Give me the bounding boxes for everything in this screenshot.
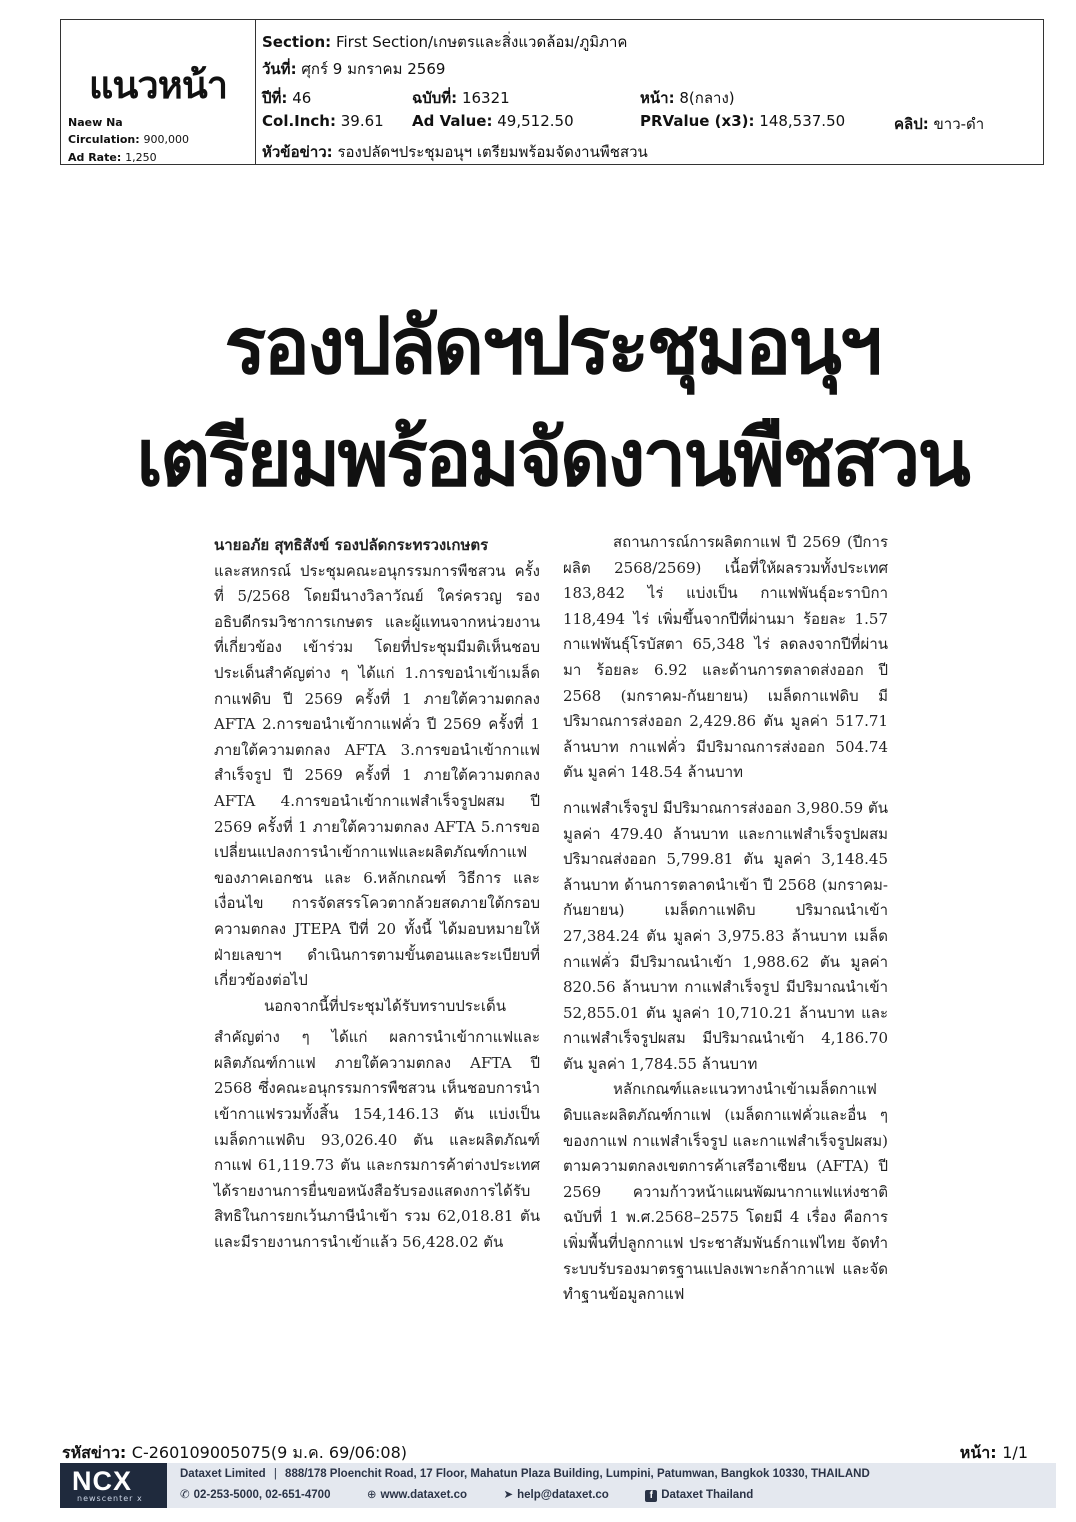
clip-label: คลิป: bbox=[894, 115, 929, 133]
ad-rate-value: 1,250 bbox=[125, 151, 157, 164]
facebook-contact[interactable] bbox=[645, 1489, 753, 1501]
article-paragraph: นอกจากนี้ที่ประชุมได้รับทราบประเด็น bbox=[264, 996, 506, 1015]
circulation-value: 900,000 bbox=[143, 133, 189, 146]
ad-rate-label: Ad Rate: bbox=[68, 151, 122, 164]
ad-value-value: 49,512.50 bbox=[497, 112, 574, 130]
page-count-value: 1/1 bbox=[1002, 1443, 1028, 1462]
date-label: วันที่: bbox=[262, 60, 297, 78]
headline-value: รองปลัดฯประชุมอนุฯ เตรียมพร้อมจัดงานพืชสวน bbox=[337, 143, 648, 161]
facebook-link[interactable]: Dataxet Thailand bbox=[661, 1489, 754, 1501]
section-label: Section: bbox=[262, 33, 332, 51]
email-link[interactable]: help@dataxet.co bbox=[517, 1489, 609, 1501]
date-value: ศุกร์ 9 มกราคม 2569 bbox=[301, 60, 446, 78]
article-paragraph: และสหกรณ์ ประชุมคณะอนุกรรมการพืชสวน ครั้งที่ 5/2568 โดยมีนางวิลาวัณย์ ใคร่ครวญ รองอธิบดีกรมวิชาการเกษตร และผู้แทนจากหน่วยงานที่เกี่ยวข้อง เข้าร่วม โดยที่ประชุมมีมติเห็นชอบประเด็นสำคัญต่าง ๆ ได้แก่ 1.การขอนำเข้าเมล็ดกาแฟดิบ ปี 2569 ครั้งที่ 1 ภายใต้ความตกลง AFTA 2.การขอนำเข้ากาแฟคั่ว ปี 2569 ครั้งที่ 1 ภายใต้ความตกลง AFTA 3.การขอนำเข้ากาแฟสำเร็จรูป ปี 2569 ครั้งที่ 1 ภายใต้ความตกลง AFTA 4.การขอนำเข้ากาแฟสำเร็จรูปผสม ปี 2569 ครั้งที่ 1 ภายใต้ความตกลง AFTA 5.การขอเปลี่ยนแปลงการนำเข้ากาแฟและผลิตภัณฑ์กาแฟของภาคเอกชน และ 6.หลักเกณฑ์ วิธีการ และเงื่อนไข การจัดสรรโควตากล้วยสดภายใต้กรอบความตกลง JTEPA ปีที่ 20 ทั้งนี้ ได้มอบหมายให้ฝ่ายเลขาฯ ดำเนินการตามขั้นตอนและระเบียบที่เกี่ยวข้องต่อไป bbox=[214, 561, 540, 990]
date-row bbox=[262, 57, 445, 81]
website-contact[interactable] bbox=[367, 1489, 470, 1501]
metadata-panel bbox=[262, 20, 1043, 164]
article-paragraph: สำคัญต่าง ๆ ได้แก่ ผลการนำเข้ากาแฟและผลิตภัณฑ์กาแฟ ภายใต้ความตกลง AFTA ปี 2568 ซึ่งคณะอนุกรรมการพืชสวน เห็นชอบการนำเข้ากาแฟรวมทั้งสิ้น 154,146.13 ตัน แบ่งเป็นเมล็ดกาแฟดิบ 93,026.40 ตัน และผลิตภัณฑ์กาแฟ 61,119.73 ตัน และกรมการค้าต่างประเทศได้รายงานการยื่นขอหนังสือรับรองแสดงการได้รับสิทธิในการยกเว้นภาษีนำเข้า รวม 62,018.81 ตัน และมีรายงานการนำเข้าแล้ว 56,428.02 ตัน bbox=[214, 1028, 540, 1252]
phone-contact bbox=[180, 1489, 334, 1501]
issue-label: ฉบับที่: bbox=[412, 89, 458, 107]
headline-row bbox=[262, 140, 648, 164]
year-label: ปีที่: bbox=[262, 89, 288, 107]
page-label: หน้า: bbox=[640, 89, 675, 107]
article-headline-line2: เตรียมพร้อมจัดงานพืชสวน bbox=[136, 414, 968, 504]
news-code-label: รหัสข่าว: bbox=[62, 1443, 127, 1462]
article-paragraph: สถานการณ์การผลิตกาแฟ ปี 2569 (ปีการผลิต 2568/2569) เนื้อที่ให้ผลรวมทั้งประเทศ 183,842 ไร่ แบ่งเป็น กาแฟพันธุ์อะราบิกา 118,494 ไร่ เพิ่มขึ้นจากปีที่ผ่านมา ร้อยละ 1.57 กาแฟพันธุ์โรบัสตา 65,348 ไร่ ลดลงจากปีที่ผ่านมา ร้อยละ 6.92 และด้านการตลาดส่งออก ปี 2568 (มกราคม-กันยายน) เมล็ดกาแฟดิบ มีปริมาณการส่งออก 2,429.86 ตัน มูลค่า 517.71 ล้านบาท กาแฟคั่ว มีปริมาณการส่งออก 504.74 ตัน มูลค่า 148.54 ล้านบาท bbox=[563, 533, 888, 782]
website-link[interactable]: www.dataxet.co bbox=[380, 1489, 468, 1501]
publication-panel bbox=[61, 20, 256, 164]
news-code-value: C-260109005075(9 ม.ค. 69/06:08) bbox=[131, 1443, 408, 1462]
phone-icon: ✆ bbox=[180, 1489, 190, 1501]
company-name: Dataxet Limited bbox=[180, 1468, 266, 1480]
footer-bar bbox=[60, 1463, 1056, 1508]
article-headline-line1: รองปลัดฯประชุมอนุฯ bbox=[224, 302, 880, 392]
article-column-left bbox=[214, 533, 540, 1256]
article-paragraph: กาแฟสำเร็จรูป มีปริมาณการส่งออก 3,980.59 ตัน มูลค่า 479.40 ล้านบาท และกาแฟสำเร็จรูปผสม ปริมาณส่งออก 5,799.81 ตัน มูลค่า 3,148.45 ล้านบาท ด้านการตลาดนำเข้า ปี 2568 (มกราคม-กันยายน) เมล็ดกาแฟดิบ ปริมาณนำเข้า 27,384.24 ตัน มูลค่า 3,975.83 ล้านบาท เมล็ดกาแฟคั่ว มีปริมาณนำเข้า 1,988.62 ตัน มูลค่า 820.56 ล้านบาท กาแฟสำเร็จรูป มีปริมาณนำเข้า 52,855.01 ตัน มูลค่า 10,710.21 ล้านบาท และกาแฟสำเร็จรูปผสม มีปริมาณนำเข้า 4,186.70 ตัน มูลค่า 1,784.55 ล้านบาท bbox=[563, 798, 888, 1073]
page-count-label: หน้า: bbox=[959, 1443, 997, 1462]
facebook-icon: f bbox=[645, 1490, 657, 1502]
section-value: First Section/เกษตรและสิ่งแวดล้อม/ภูมิภาค bbox=[335, 33, 628, 51]
ad-value-label: Ad Value: bbox=[412, 112, 493, 130]
clip bbox=[894, 112, 984, 136]
send-icon: ➤ bbox=[503, 1489, 514, 1501]
col-inch bbox=[262, 112, 384, 130]
headline-label: หัวข้อข่าว: bbox=[262, 143, 333, 161]
ncx-logo bbox=[60, 1463, 167, 1508]
contact-line bbox=[180, 1487, 753, 1502]
issue bbox=[412, 86, 510, 110]
page-number bbox=[640, 86, 735, 110]
article-paragraph: หลักเกณฑ์และแนวทางนำเข้าเมล็ดกาแฟดิบและผลิตภัณฑ์กาแฟ (เมล็ดกาแฟคั่วและอื่น ๆ ของกาแฟ กาแฟสำเร็จรูป และกาแฟสำเร็จรูปผสม) ตามความตกลงเขตการค้าเสรีอาเซียน (AFTA) ปี 2569 ความก้าวหน้าแผนพัฒนากาแฟแห่งชาติ ฉบับที่ 1 พ.ศ.2568–2575 โดยมี 4 เรื่อง คือการเพิ่มพื้นที่ปลูกกาแฟ ประชาสัมพันธ์กาแฟไทย จัดทำระบบรับรองมาตรฐานแปลงเพาะกล้ากาแฟ และจัดทำฐานข้อมูลกาแฟ bbox=[563, 1080, 888, 1304]
globe-icon: ⊕ bbox=[366, 1489, 377, 1501]
email-contact[interactable] bbox=[503, 1489, 612, 1501]
divider: | bbox=[273, 1468, 277, 1480]
publication-logo: แนวหน้า bbox=[88, 63, 228, 107]
pr-value bbox=[640, 112, 845, 130]
pr-value-label: PRValue (x3): bbox=[640, 112, 755, 130]
ad-value bbox=[412, 112, 574, 130]
article-lead: นายอภัย สุทธิสังข์ รองปลัดกระทรวงเกษตร bbox=[214, 536, 489, 554]
header-box bbox=[60, 19, 1044, 165]
clip-value: ขาว-ดำ bbox=[933, 115, 985, 133]
issue-value: 16321 bbox=[461, 89, 510, 107]
company-line bbox=[180, 1468, 870, 1480]
section-row bbox=[262, 30, 627, 54]
circulation-label: Circulation: bbox=[68, 133, 140, 146]
ncx-brand-sub: newscenter x bbox=[77, 1494, 143, 1503]
publication-name: Naew Na bbox=[68, 116, 123, 129]
year-value: 46 bbox=[292, 89, 312, 107]
col-inch-label: Col.Inch: bbox=[262, 112, 336, 130]
phone-number: 02-253-5000, 02-651-4700 bbox=[193, 1489, 331, 1501]
article-column-right bbox=[563, 530, 888, 1308]
year bbox=[262, 86, 311, 110]
circulation bbox=[68, 133, 189, 146]
company-address: 888/178 Ploenchit Road, 17 Floor, Mahatun Plaza Building, Lumpini, Patumwan, Bangkok 10330, THAILAND bbox=[285, 1468, 870, 1480]
page-value: 8(กลาง) bbox=[679, 89, 735, 107]
pr-value-value: 148,537.50 bbox=[759, 112, 846, 130]
ad-rate bbox=[68, 151, 157, 164]
ncx-brand: NCX bbox=[72, 1466, 133, 1496]
col-inch-value: 39.61 bbox=[340, 112, 384, 130]
